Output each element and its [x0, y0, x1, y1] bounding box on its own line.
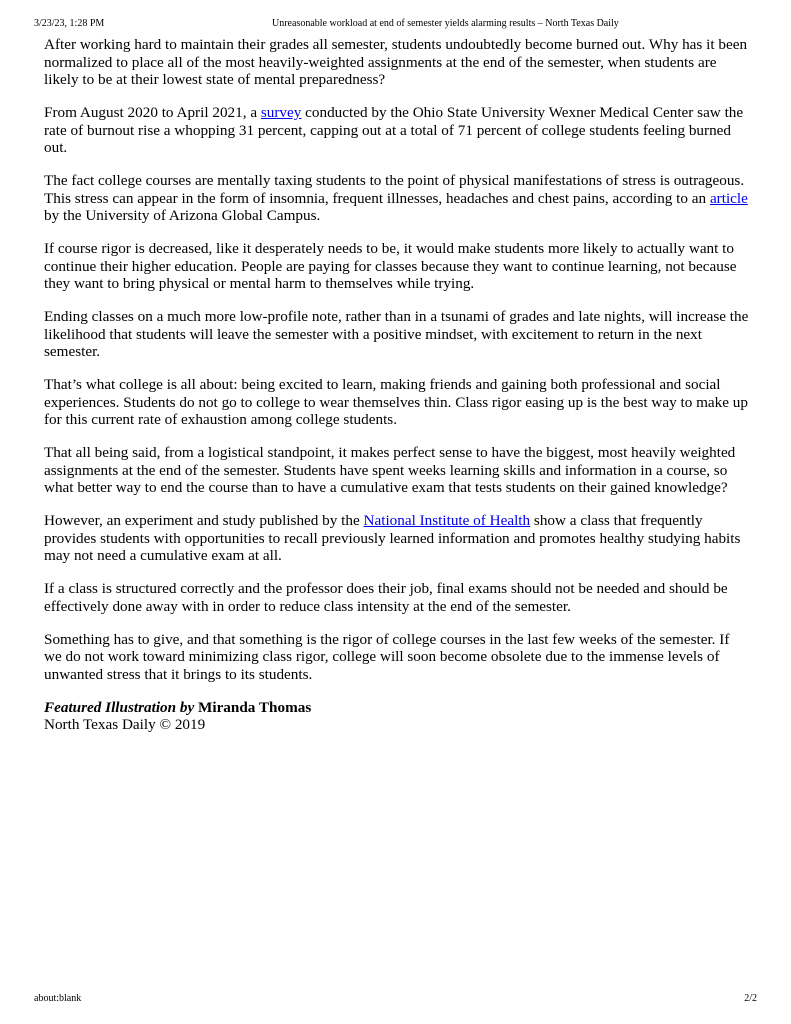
paragraph-2-text-b: conducted by the Ohio State University Wexner Medical Center saw the rate of burnout rise a whopping 31 percent, capping out at a total of 71 percent of college students feeling burned out. — [44, 104, 744, 156]
article-body — [44, 36, 749, 734]
paragraph-8-text-b: show a class that frequently provides students with opportunities to recall previously learned information and promotes healthy studying habits may not need a cumulative exam at all. — [44, 512, 741, 564]
credit-name: Miranda Thomas — [198, 698, 312, 716]
paragraph-2 — [44, 104, 749, 157]
paragraph-5: Ending classes on a much more low-profile note, rather than in a tsunami of grades and late nights, will increase the likelihood that students will leave the semester with a positive mindset, with excitement to return in the next semester. — [44, 308, 749, 360]
copyright-line: North Texas Daily © 2019 — [44, 716, 206, 733]
paragraph-3-text-b: by the University of Arizona Global Campus. — [44, 207, 321, 224]
illustration-credit — [44, 699, 749, 717]
paragraph-8-text-a: However, an experiment and study published by the — [44, 512, 364, 529]
paragraph-10: Something has to give, and that something is the rigor of college courses in the last few weeks of the semester. If we do not work toward minimizing class rigor, college will soon become obsolete due to the immense levels of unwanted stress that it brings to its students. — [44, 630, 730, 683]
paragraph-4: If course rigor is decreased, like it desperately needs to be, it would make students more likely to actually want to continue their higher education. People are paying for classes because they want to continue learning, not because they want to bring physical or mental harm to themselves while trying. — [44, 240, 737, 292]
paragraph-8 — [44, 512, 749, 565]
paragraph-1: After working hard to maintain their grades all semester, students undoubtedly become burned out. Why has it been normalized to place all of the most heavily-weighted assignments at the end of the semester, when students are likely to be at their lowest state of mental preparedness? — [44, 36, 748, 88]
paragraph-3-text-a: The fact college courses are mentally taxing students to the point of physical manifestations of stress is outrageous. This stress can appear in the form of insomnia, frequent illnesses, headaches and chest pains, according to an — [44, 172, 745, 207]
print-url: about:blank — [34, 993, 82, 1004]
paragraph-9: If a class is structured correctly and the professor does their job, final exams should not be needed and should be effectively done away with in order to reduce class intensity at the end of the semester. — [44, 580, 728, 615]
print-page-title: Unreasonable workload at end of semester yields alarming results – North Texas Daily — [272, 18, 619, 29]
print-page-number: 2/2 — [744, 993, 757, 1004]
article-link[interactable]: article — [709, 189, 748, 207]
paragraph-2-text-a: From August 2020 to April 2021, a — [44, 104, 261, 121]
paragraph-7: That all being said, from a logistical standpoint, it makes perfect sense to have the biggest, most heavily weighted assignments at the end of the semester. Students have spent weeks learning skills and information in a course, so what better way to end the course than to have a cumulative exam that tests students on their gained knowledge? — [44, 444, 736, 496]
paragraph-3 — [44, 172, 749, 225]
print-datetime: 3/23/23, 1:28 PM — [34, 18, 105, 29]
credit-caption: Featured Illustration by — [44, 698, 195, 716]
survey-link[interactable]: survey — [260, 104, 302, 121]
paragraph-6: That’s what college is all about: being excited to learn, making friends and gaining both professional and social experiences. Students do not go to college to wear themselves thin. Class rigor easing up is the best way to make up for this current rate of exhaustion among college students. — [44, 376, 748, 428]
nih-link[interactable]: National Institute of Health — [363, 512, 531, 529]
